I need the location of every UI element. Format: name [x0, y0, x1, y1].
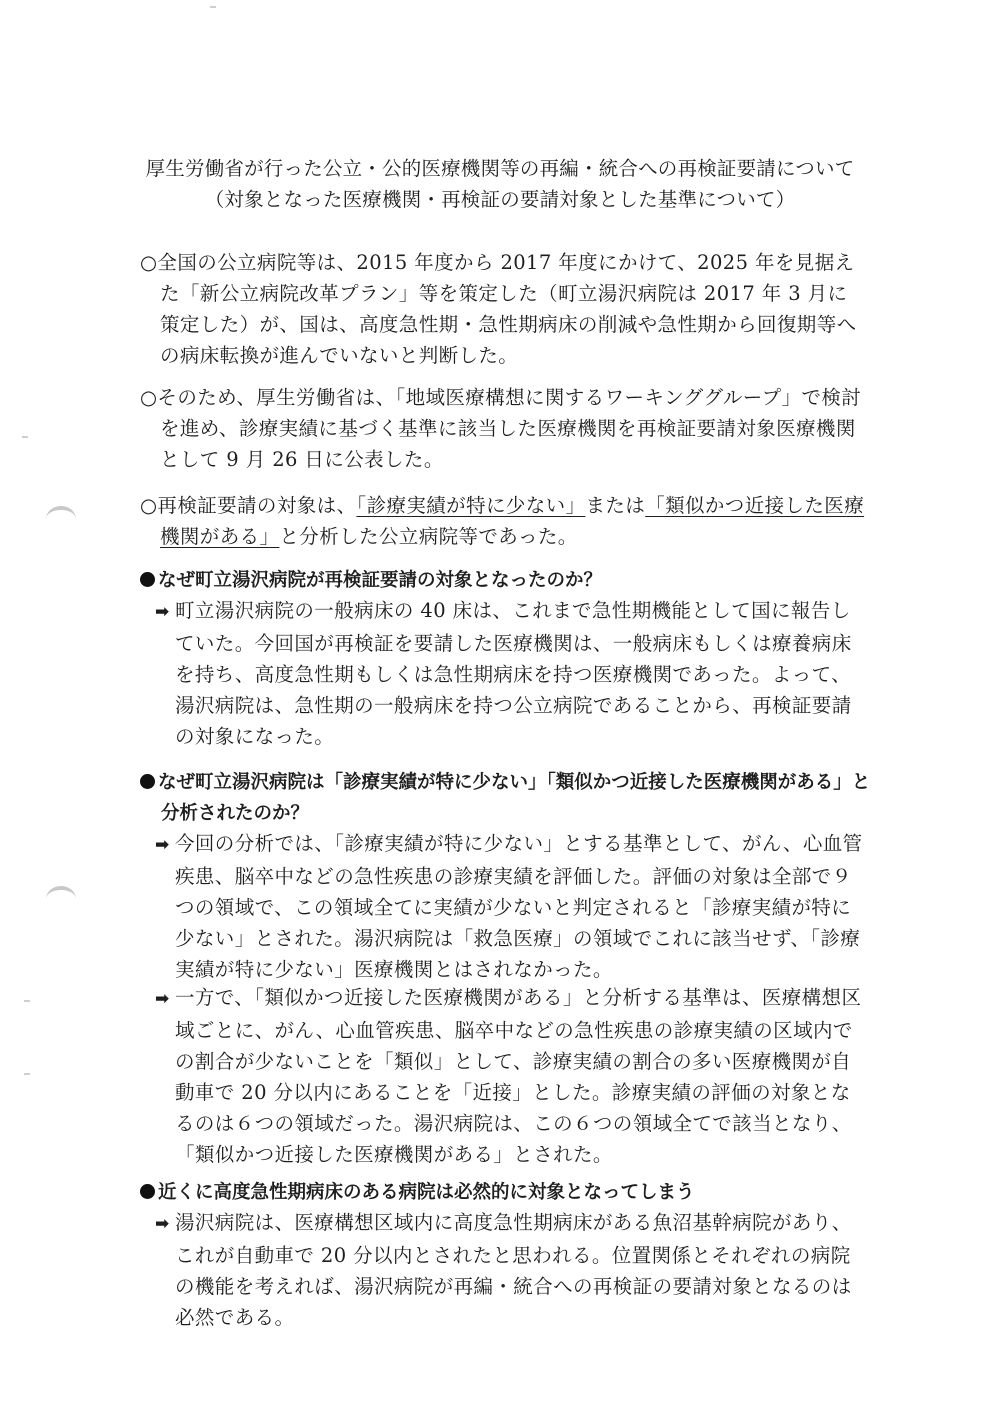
- bullet-icon: [140, 774, 155, 789]
- section-body-2b: ➡ 一方で、「類似かつ近接した医療機関がある」と分析する基準は、医療構想区域ごとに、がん、心血管疾患、脳卒中などの急性疾患の診療実績の区域内での割合が少ないことを「類似」として、診療実績の割合の多い医療機関が自動車で 20 分以内にあることを「近接」とした。診療実績の評価の対象となるのは６つの領域だった。湯沢病院は、この６つの領域全てで該当となり、「類似かつ近接した医療機関がある」とされた。: [155, 986, 862, 1166]
- section-heading-1: なぜ町立湯沢病院が再検証要請の対象となったのか？: [140, 565, 865, 596]
- paragraph-working-group: ○そのため、厚生労働省は、「地域医療構想に関するワーキンググループ」で検討を進め、診療実績に基づく基準に該当した医療機関を再検証要請対象医療機関として 9 月 26 日に公表した。: [140, 386, 862, 471]
- paragraph-criteria: [140, 490, 865, 552]
- scan-speck: [24, 1073, 30, 1075]
- punch-hole-mark: [46, 886, 76, 912]
- criteria-or: または: [585, 494, 646, 517]
- document-subtitle: （対象となった医療機関・再検証の要請対象とした基準について）: [204, 188, 796, 211]
- section-body-2a: ➡ 今回の分析では、「診療実績が特に少ない」とする基準として、がん、心血管疾患、脳卒中などの急性疾患の診療実績を評価した。評価の対象は全部で９つの領域で、この領域全てに実績が少ないと判定されると「診療実績が特に少ない」とされた。湯沢病院は「救急医療」の領域でこれに該当せず、「診療実績が特に少ない」医療機関とはされなかった。: [155, 832, 863, 981]
- section-body-1: ➡ 町立湯沢病院の一般病床の 40 床は、これまで急性期機能として国に報告していた。今回国が再検証を要請した医療機関は、一般病床もしくは療養病床を持ち、高度急性期もしくは急性期病床を持つ医療機関であった。よって、湯沢病院は、急性期の一般病床を持つ公立病院であることから、再検証要請の対象になった。: [155, 599, 852, 748]
- section-heading-2: なぜ町立湯沢病院は「診療実績が特に少ない」「類似かつ近接した医療機関がある」と分析されたのか？: [140, 767, 886, 829]
- section-body-3: ➡ 湯沢病院は、医療構想区域内に高度急性期病床がある魚沼基幹病院があり、これが自動車で 20 分以内とされたと思われる。位置関係とそれぞれの病院の機能を考えれば、湯沢病院が再編・統合への再検証の要請対象となるのは必然である。: [155, 1211, 852, 1329]
- criteria-intro: ○再検証要請の対象は、: [140, 494, 357, 517]
- scan-speck: [210, 6, 216, 8]
- bullet-icon: [140, 1184, 155, 1199]
- arrow-right-icon: ➡: [155, 989, 170, 1009]
- bullet-icon: [140, 572, 155, 587]
- criteria-low-performance: 「診療実績が特に少ない」: [356, 494, 586, 517]
- criteria-similar-nearby: 「類似かつ近接した医療機関がある」: [160, 494, 865, 548]
- scan-speck: [24, 1000, 30, 1002]
- arrow-right-icon: ➡: [155, 835, 170, 855]
- punch-hole-mark: [46, 506, 76, 532]
- document-title: 厚生労働省が行った公立・公的医療機関等の再編・統合への再検証要請について: [145, 157, 855, 180]
- criteria-outro: と分析した公立病院等であった。: [279, 525, 578, 548]
- arrow-right-icon: ➡: [155, 1214, 170, 1234]
- paragraph-background: ○全国の公立病院等は、2015 年度から 2017 年度にかけて、2025 年を見据えた「新公立病院改革プラン」等を策定した（町立湯沢病院は 2017 年 3 月に策定した）が、国は、高度急性期・急性期病床の削減や急性期から回復期等への病床転換が進んでいないと判断した。: [140, 251, 857, 367]
- section-heading-3: 近くに高度急性期病床のある病院は必然的に対象となってしまう: [140, 1177, 865, 1208]
- scan-speck: [22, 436, 28, 438]
- arrow-right-icon: ➡: [155, 602, 170, 622]
